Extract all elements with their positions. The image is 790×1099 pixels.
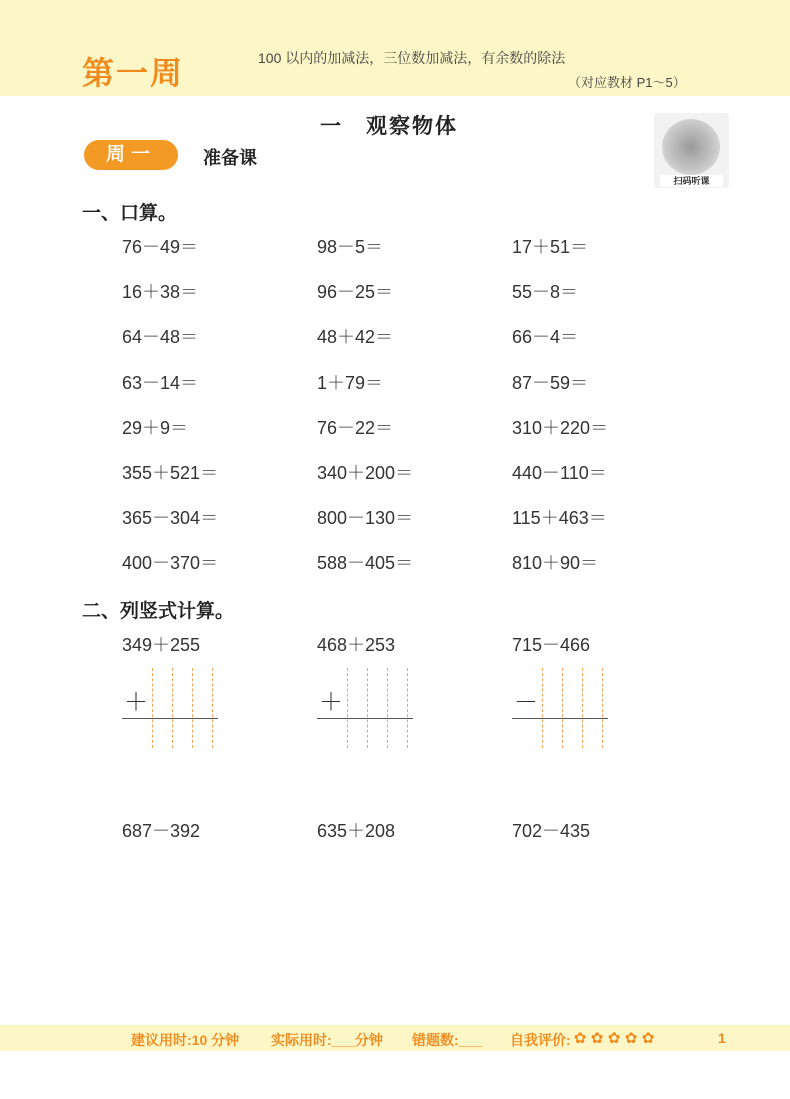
- mental-math-problem: 17＋51＝: [512, 237, 589, 257]
- actual-time[interactable]: 实际用时:___分钟: [271, 1032, 384, 1048]
- mental-math-problem: 440－110＝: [512, 463, 607, 483]
- mental-math-problem: 55－8＝: [512, 282, 579, 302]
- footer-band: [0, 1025, 790, 1051]
- mental-math-problem: 98－5＝: [317, 237, 384, 257]
- vertical-problem: 687－392: [122, 821, 201, 841]
- self-evaluation-rating[interactable]: [572, 1030, 657, 1048]
- operator-symbol: ＋: [319, 689, 343, 716]
- week-title: 第一周: [82, 55, 185, 91]
- vertical-problem: 635＋208: [317, 821, 396, 841]
- mental-math-problem: 64－48＝: [122, 327, 199, 347]
- vertical-problem: 702－435: [512, 821, 591, 841]
- flower-outline-icon[interactable]: ✿: [573, 1030, 587, 1047]
- mental-math-problem: 310＋220＝: [512, 418, 609, 438]
- mental-math-problem: 29＋9＝: [122, 418, 189, 438]
- mental-math-problem: 1＋79＝: [317, 373, 384, 393]
- textbook-reference: （对应教材 P1～5）: [568, 75, 686, 90]
- qr-code-image: [662, 119, 720, 175]
- vertical-problem: 715－466: [512, 635, 591, 655]
- section-mental-math-heading: 一、口算。: [82, 203, 178, 224]
- mental-math-problem: 115＋463＝: [512, 508, 607, 528]
- mental-math-problem: 588－405＝: [317, 553, 414, 573]
- operator-symbol: ＋: [124, 689, 148, 716]
- mental-math-problem: 96－25＝: [317, 282, 394, 302]
- mental-math-problem: 48＋42＝: [317, 327, 394, 347]
- day-badge: 周一: [84, 140, 178, 170]
- unit-subtitle: 100 以内的加减法，三位数加减法，有余数的除法: [258, 50, 566, 66]
- mental-math-problem: 76－22＝: [317, 418, 394, 438]
- mental-math-problem: 365－304＝: [122, 508, 219, 528]
- section-vertical-calc-heading: 二、列竖式计算。: [82, 601, 235, 622]
- vertical-calc-grid[interactable]: [122, 668, 226, 748]
- chapter-title: 一 观察物体: [320, 115, 458, 138]
- page-number: 1: [718, 1030, 726, 1046]
- mental-math-problem: 810＋90＝: [512, 553, 599, 573]
- error-count[interactable]: 错题数:___: [412, 1032, 483, 1048]
- mental-math-problem: 87－59＝: [512, 373, 589, 393]
- lesson-label: 准备课: [203, 148, 257, 168]
- mental-math-problem: 400－370＝: [122, 553, 219, 573]
- mental-math-problem: 355＋521＝: [122, 463, 219, 483]
- self-evaluation-label: 自我评价:: [510, 1032, 571, 1048]
- mental-math-problem: 16＋38＝: [122, 282, 199, 302]
- vertical-problem: 468＋253: [317, 635, 396, 655]
- mental-math-problem: 76－49＝: [122, 237, 199, 257]
- qr-code[interactable]: [654, 113, 729, 188]
- flower-outline-icon[interactable]: ✿: [624, 1030, 638, 1047]
- mental-math-problem: 66－4＝: [512, 327, 579, 347]
- mental-math-problem: 340＋200＝: [317, 463, 414, 483]
- suggested-time: 建议用时:10 分钟: [131, 1032, 240, 1048]
- qr-code-label: 扫码听课: [660, 175, 723, 187]
- vertical-problem: 349＋255: [122, 635, 201, 655]
- mental-math-problem: 63－14＝: [122, 373, 199, 393]
- vertical-calc-grid[interactable]: [317, 668, 421, 748]
- flower-outline-icon[interactable]: ✿: [641, 1030, 655, 1047]
- flower-outline-icon[interactable]: ✿: [607, 1030, 621, 1047]
- vertical-calc-grid[interactable]: [512, 668, 616, 748]
- flower-outline-icon[interactable]: ✿: [590, 1030, 604, 1047]
- mental-math-problem: 800－130＝: [317, 508, 414, 528]
- operator-symbol: －: [514, 689, 538, 716]
